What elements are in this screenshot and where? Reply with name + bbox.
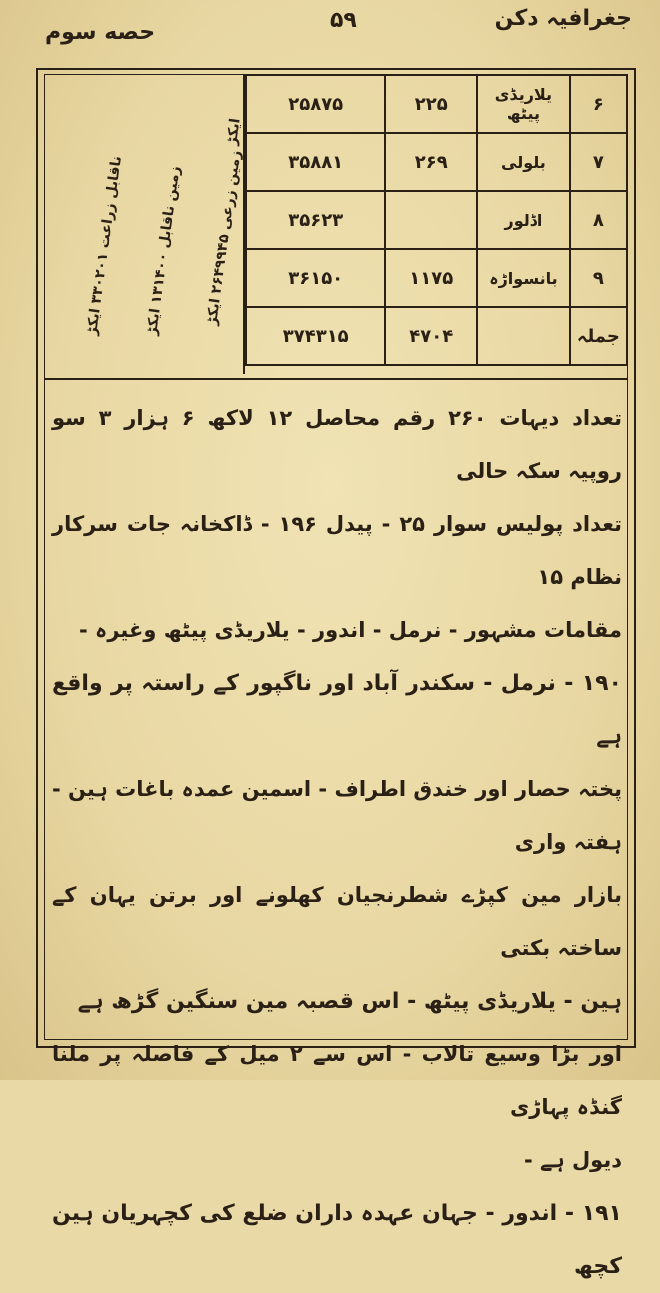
row-index: جملہ: [570, 307, 627, 365]
row-index: ۷: [570, 133, 627, 191]
table-row: [246, 249, 627, 307]
text-line: مقامات مشہور - نرمل - اندور - یلاریڈی پیٹھ وغیرہ -: [79, 618, 622, 642]
row-value-a: ۴۷۰۴: [385, 307, 477, 365]
text-line: ۱۹۱ - اندور - جہان عہدہ داران ضلع کی کچہریان ہین کچھ: [52, 1201, 622, 1279]
side-notes-panel: [44, 74, 245, 374]
row-value-b: ۲۵۸۷۵: [246, 75, 385, 133]
text-line: تعداد پولیس سوار ۲۵ - پیدل ۱۹۶ - ڈاکخانہ جات سرکار نظام ۱۵: [52, 512, 622, 589]
text-line: ہین - یلاریڈی پیٹھ - اس قصبہ مین سنگین گڑھ ہے: [77, 989, 622, 1014]
row-index: ۹: [570, 249, 627, 307]
book-title: جغرافیہ دکن: [494, 6, 632, 31]
side-note: زمین ناقابل ۱۳۱۴۰۰ ایکڑ: [144, 165, 184, 337]
row-value-a: ۲۶۹: [385, 133, 477, 191]
row-name: یلاریڈی پیٹھ: [477, 75, 570, 133]
section-divider: [44, 378, 628, 380]
row-value-a: ۱۱۷۵: [385, 249, 477, 307]
text-line: تعداد دیہات ۲۶۰ رقم محاصل ۱۲ لاکھ ۶ ہزار ۳ سو روپیہ سکہ حالی: [52, 406, 622, 483]
text-line: اور بڑا وسیع تالاب - اس سے ۲ میل کے فاصلہ پر ملنا گنڈہ پہاڑی: [52, 1042, 622, 1119]
side-note: ناقابل زراعت ۳۳۰۲۰۱ ایکڑ: [84, 154, 126, 337]
table-row: [246, 133, 627, 191]
section-label: حصه سوم: [45, 20, 156, 45]
page-header: [0, 6, 660, 56]
row-index: ۶: [570, 75, 627, 133]
taluka-table: [245, 74, 628, 366]
row-value-b: ۳۵۶۲۳: [246, 191, 385, 249]
row-value-b: ۳۷۴۳۱۵: [246, 307, 385, 365]
row-value-a: ۲۲۵: [385, 75, 477, 133]
row-value-b: ۳۶۱۵۰: [246, 249, 385, 307]
side-note: زمین زرعی ۲۶۴۹۹۴۵ ایکڑ: [204, 149, 245, 327]
row-index: ۸: [570, 191, 627, 249]
text-line: پختہ حصار اور خندق اطراف - اسمین عمدہ باغات ہین - ہفتہ واری: [52, 777, 622, 854]
text-line: دیول ہے -: [524, 1148, 622, 1172]
side-note: ایکڑ: [224, 117, 244, 147]
table-row: [246, 191, 627, 249]
body-text: [52, 392, 622, 1293]
row-name: اڈلور: [477, 191, 570, 249]
row-name: بلولی: [477, 133, 570, 191]
table-row: [246, 75, 627, 133]
table-total-row: [246, 307, 627, 365]
page-number: ۵۹: [330, 8, 357, 33]
text-line: ۱۹۰ - نرمل - سکندر آباد اور ناگپور کے راستہ پر واقع ہے: [52, 671, 622, 749]
row-value-b: ۳۵۸۸۱: [246, 133, 385, 191]
row-value-a: [385, 191, 477, 249]
row-name: بانسواڑہ: [477, 249, 570, 307]
text-line: بازار مین کپڑے شطرنجیان کھلونے اور برتن یہان کے ساختہ بکتی: [52, 883, 622, 960]
row-name: [477, 307, 570, 365]
